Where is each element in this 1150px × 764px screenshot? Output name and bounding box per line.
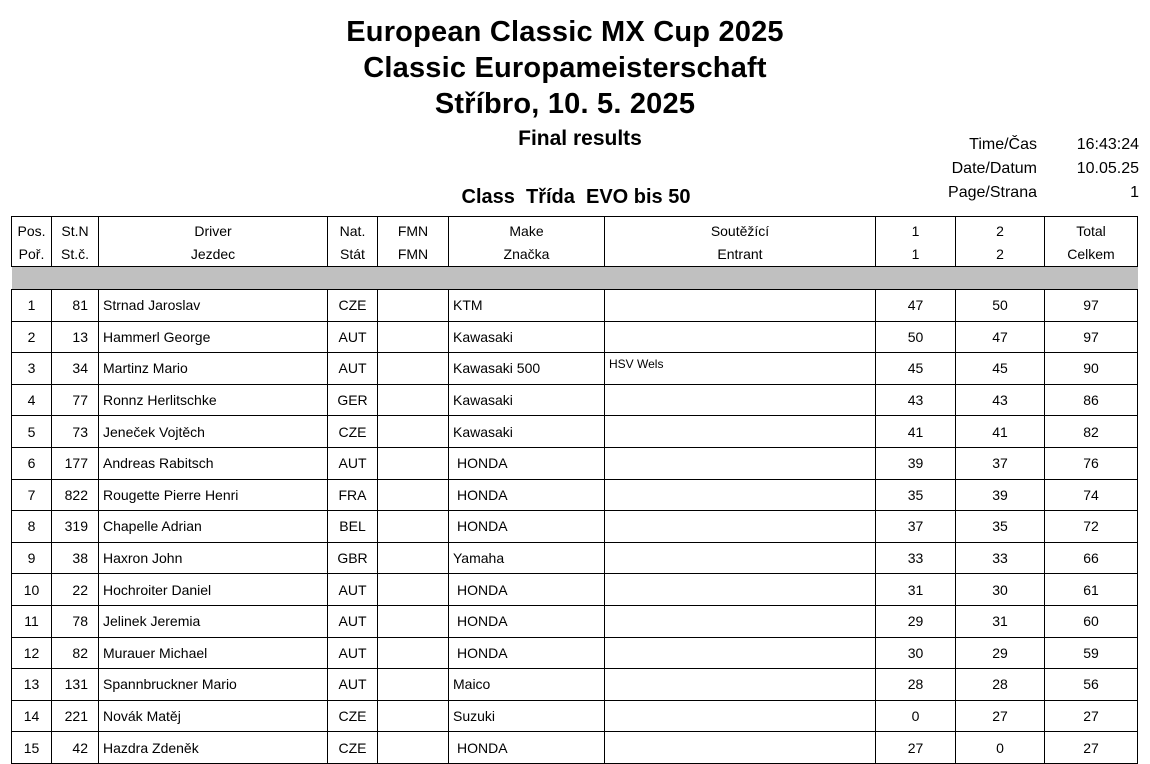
cell-nat: AUT: [328, 353, 378, 385]
cell-make: Yamaha: [449, 542, 605, 574]
cell-driver: Strnad Jaroslav: [99, 290, 328, 322]
col-pos-header: Pos.: [12, 217, 52, 243]
cell-entrant: [605, 542, 876, 574]
cell-make: Suzuki: [449, 700, 605, 732]
cell-make: HONDA: [449, 511, 605, 543]
cell-race2: 50: [956, 290, 1045, 322]
cell-pos: 1: [12, 290, 52, 322]
table-row: [12, 290, 1138, 322]
cell-nat: CZE: [328, 416, 378, 448]
cell-fmn: [378, 669, 449, 701]
cell-nat: AUT: [328, 669, 378, 701]
table-row: [12, 637, 1138, 669]
results-body: [12, 290, 1138, 764]
cell-race2: 41: [956, 416, 1045, 448]
cell-race1: 30: [876, 637, 956, 669]
cell-race1: 41: [876, 416, 956, 448]
cell-driver: Hochroiter Daniel: [99, 574, 328, 606]
cell-nat: AUT: [328, 321, 378, 353]
cell-fmn: [378, 447, 449, 479]
cell-race1: 27: [876, 732, 956, 764]
cell-race1: 0: [876, 700, 956, 732]
cell-total: 74: [1045, 479, 1138, 511]
col-driver-header: Driver: [99, 217, 328, 243]
meta-page-value: 1: [1130, 184, 1139, 201]
cell-entrant: [605, 479, 876, 511]
cell-nat: FRA: [328, 479, 378, 511]
cell-race1: 29: [876, 605, 956, 637]
col-make-subheader: Značka: [449, 242, 605, 267]
cell-fmn: [378, 574, 449, 606]
col-total-subheader: Celkem: [1045, 242, 1138, 267]
cell-entrant: HSV Wels: [605, 353, 876, 385]
cell-entrant: [605, 669, 876, 701]
cell-make: HONDA: [449, 447, 605, 479]
cell-race2: 30: [956, 574, 1045, 606]
cell-fmn: [378, 290, 449, 322]
table-row: [12, 574, 1138, 606]
cell-race1: 45: [876, 353, 956, 385]
cell-fmn: [378, 700, 449, 732]
cell-total: 27: [1045, 732, 1138, 764]
cell-nat: GER: [328, 384, 378, 416]
cell-race2: 27: [956, 700, 1045, 732]
cell-start-number: 177: [52, 447, 99, 479]
cell-start-number: 78: [52, 605, 99, 637]
cell-pos: 6: [12, 447, 52, 479]
cell-driver: Hammerl George: [99, 321, 328, 353]
cell-driver: Spannbruckner Mario: [99, 669, 328, 701]
cell-driver: Haxron John: [99, 542, 328, 574]
cell-driver: Jeneček Vojtěch: [99, 416, 328, 448]
col-pos-subheader: Poř.: [12, 242, 52, 267]
cell-nat: GBR: [328, 542, 378, 574]
cell-entrant: [605, 321, 876, 353]
cell-entrant: [605, 416, 876, 448]
cell-start-number: 319: [52, 511, 99, 543]
results-subtitle: Final results: [518, 127, 642, 150]
document-title: [0, 14, 1130, 122]
table-row: [12, 416, 1138, 448]
cell-driver: Murauer Michael: [99, 637, 328, 669]
class-line: Class Třída EVO bis 50: [461, 186, 691, 208]
cell-make: HONDA: [449, 605, 605, 637]
cell-total: 97: [1045, 321, 1138, 353]
cell-fmn: [378, 321, 449, 353]
cell-make: HONDA: [449, 574, 605, 606]
cell-race1: 47: [876, 290, 956, 322]
col-entrant-subheader: Entrant: [605, 242, 876, 267]
cell-nat: AUT: [328, 447, 378, 479]
header-row-2: [12, 242, 1138, 267]
table-row: [12, 479, 1138, 511]
cell-race2: 0: [956, 732, 1045, 764]
meta-time-value: 16:43:24: [1076, 136, 1139, 153]
cell-pos: 2: [12, 321, 52, 353]
header-row-1: [12, 217, 1138, 243]
col-total-header: Total: [1045, 217, 1138, 243]
cell-start-number: 77: [52, 384, 99, 416]
cell-make: Kawasaki: [449, 416, 605, 448]
table-row: [12, 447, 1138, 479]
meta-time-label: Time/Čas: [969, 136, 1037, 153]
cell-race1: 43: [876, 384, 956, 416]
cell-driver: Novák Matěj: [99, 700, 328, 732]
cell-pos: 14: [12, 700, 52, 732]
col-stn-header: St.N: [52, 217, 99, 243]
cell-total: 66: [1045, 542, 1138, 574]
cell-make: HONDA: [449, 637, 605, 669]
cell-driver: Martinz Mario: [99, 353, 328, 385]
title-line-1: European Classic MX Cup 2025: [346, 16, 784, 48]
cell-start-number: 73: [52, 416, 99, 448]
cell-nat: AUT: [328, 637, 378, 669]
cell-pos: 10: [12, 574, 52, 606]
title-line-3: Stříbro, 10. 5. 2025: [434, 88, 696, 120]
results-table: [11, 216, 1138, 764]
cell-driver: Ronnz Herlitschke: [99, 384, 328, 416]
cell-nat: CZE: [328, 732, 378, 764]
cell-pos: 3: [12, 353, 52, 385]
table-row: [12, 542, 1138, 574]
cell-driver: Rougette Pierre Henri: [99, 479, 328, 511]
cell-entrant: [605, 290, 876, 322]
cell-total: 56: [1045, 669, 1138, 701]
cell-pos: 12: [12, 637, 52, 669]
table-row: [12, 511, 1138, 543]
cell-total: 97: [1045, 290, 1138, 322]
cell-start-number: 38: [52, 542, 99, 574]
cell-driver: Jelinek Jeremia: [99, 605, 328, 637]
cell-race1: 28: [876, 669, 956, 701]
cell-start-number: 13: [52, 321, 99, 353]
cell-start-number: 81: [52, 290, 99, 322]
col-entrant-header: Soutěžící: [605, 217, 876, 243]
cell-race2: 33: [956, 542, 1045, 574]
cell-start-number: 34: [52, 353, 99, 385]
cell-entrant: [605, 574, 876, 606]
cell-race2: 47: [956, 321, 1045, 353]
col-fmn-subheader: FMN: [378, 242, 449, 267]
cell-entrant: [605, 511, 876, 543]
cell-nat: CZE: [328, 290, 378, 322]
cell-race1: 50: [876, 321, 956, 353]
cell-total: 61: [1045, 574, 1138, 606]
cell-race1: 39: [876, 447, 956, 479]
cell-race2: 45: [956, 353, 1045, 385]
cell-nat: CZE: [328, 700, 378, 732]
cell-entrant: [605, 447, 876, 479]
col-nat-subheader: Stát: [328, 242, 378, 267]
cell-fmn: [378, 637, 449, 669]
cell-nat: AUT: [328, 605, 378, 637]
cell-nat: AUT: [328, 574, 378, 606]
table-row: [12, 321, 1138, 353]
table-row: [12, 353, 1138, 385]
cell-race1: 35: [876, 479, 956, 511]
cell-fmn: [378, 542, 449, 574]
cell-pos: 9: [12, 542, 52, 574]
separator-band: [12, 267, 1138, 290]
cell-driver: Andreas Rabitsch: [99, 447, 328, 479]
cell-driver: Hazdra Zdeněk: [99, 732, 328, 764]
cell-race1: 37: [876, 511, 956, 543]
col-race2-header: 2: [956, 217, 1045, 243]
cell-pos: 11: [12, 605, 52, 637]
cell-make: Kawasaki 500: [449, 353, 605, 385]
cell-start-number: 131: [52, 669, 99, 701]
table-row: [12, 605, 1138, 637]
cell-pos: 13: [12, 669, 52, 701]
cell-pos: 15: [12, 732, 52, 764]
table-row: [12, 732, 1138, 764]
cell-pos: 5: [12, 416, 52, 448]
cell-race1: 33: [876, 542, 956, 574]
cell-total: 72: [1045, 511, 1138, 543]
cell-race2: 28: [956, 669, 1045, 701]
meta-date-value: 10.05.25: [1076, 160, 1139, 177]
cell-fmn: [378, 353, 449, 385]
table-row: [12, 384, 1138, 416]
cell-start-number: 822: [52, 479, 99, 511]
cell-fmn: [378, 416, 449, 448]
table-row: [12, 700, 1138, 732]
cell-driver: Chapelle Adrian: [99, 511, 328, 543]
table-row: [12, 669, 1138, 701]
cell-race2: 39: [956, 479, 1045, 511]
cell-total: 76: [1045, 447, 1138, 479]
cell-make: HONDA: [449, 479, 605, 511]
col-make-header: Make: [449, 217, 605, 243]
cell-make: HONDA: [449, 732, 605, 764]
cell-total: 60: [1045, 605, 1138, 637]
cell-make: Kawasaki: [449, 384, 605, 416]
cell-total: 82: [1045, 416, 1138, 448]
cell-race2: 29: [956, 637, 1045, 669]
col-fmn-header: FMN: [378, 217, 449, 243]
cell-entrant: [605, 700, 876, 732]
col-nat-header: Nat.: [328, 217, 378, 243]
cell-total: 90: [1045, 353, 1138, 385]
cell-fmn: [378, 479, 449, 511]
cell-nat: BEL: [328, 511, 378, 543]
cell-make: Maico: [449, 669, 605, 701]
cell-entrant: [605, 637, 876, 669]
cell-fmn: [378, 384, 449, 416]
cell-entrant: [605, 384, 876, 416]
cell-pos: 4: [12, 384, 52, 416]
cell-start-number: 82: [52, 637, 99, 669]
cell-race2: 43: [956, 384, 1045, 416]
cell-total: 86: [1045, 384, 1138, 416]
cell-start-number: 221: [52, 700, 99, 732]
col-race1-header: 1: [876, 217, 956, 243]
cell-race2: 31: [956, 605, 1045, 637]
cell-make: Kawasaki: [449, 321, 605, 353]
col-stn-subheader: St.č.: [52, 242, 99, 267]
cell-fmn: [378, 511, 449, 543]
col-race2-subheader: 2: [956, 242, 1045, 267]
cell-pos: 8: [12, 511, 52, 543]
cell-total: 59: [1045, 637, 1138, 669]
cell-start-number: 42: [52, 732, 99, 764]
cell-race2: 37: [956, 447, 1045, 479]
cell-fmn: [378, 605, 449, 637]
cell-start-number: 22: [52, 574, 99, 606]
meta-date-label: Date/Datum: [951, 160, 1037, 177]
cell-entrant: [605, 605, 876, 637]
meta-page-label: Page/Strana: [948, 184, 1037, 201]
cell-fmn: [378, 732, 449, 764]
cell-pos: 7: [12, 479, 52, 511]
cell-total: 27: [1045, 700, 1138, 732]
title-line-2: Classic Europameisterschaft: [363, 52, 767, 84]
col-driver-subheader: Jezdec: [99, 242, 328, 267]
cell-make: KTM: [449, 290, 605, 322]
cell-race1: 31: [876, 574, 956, 606]
col-race1-subheader: 1: [876, 242, 956, 267]
cell-entrant: [605, 732, 876, 764]
cell-race2: 35: [956, 511, 1045, 543]
